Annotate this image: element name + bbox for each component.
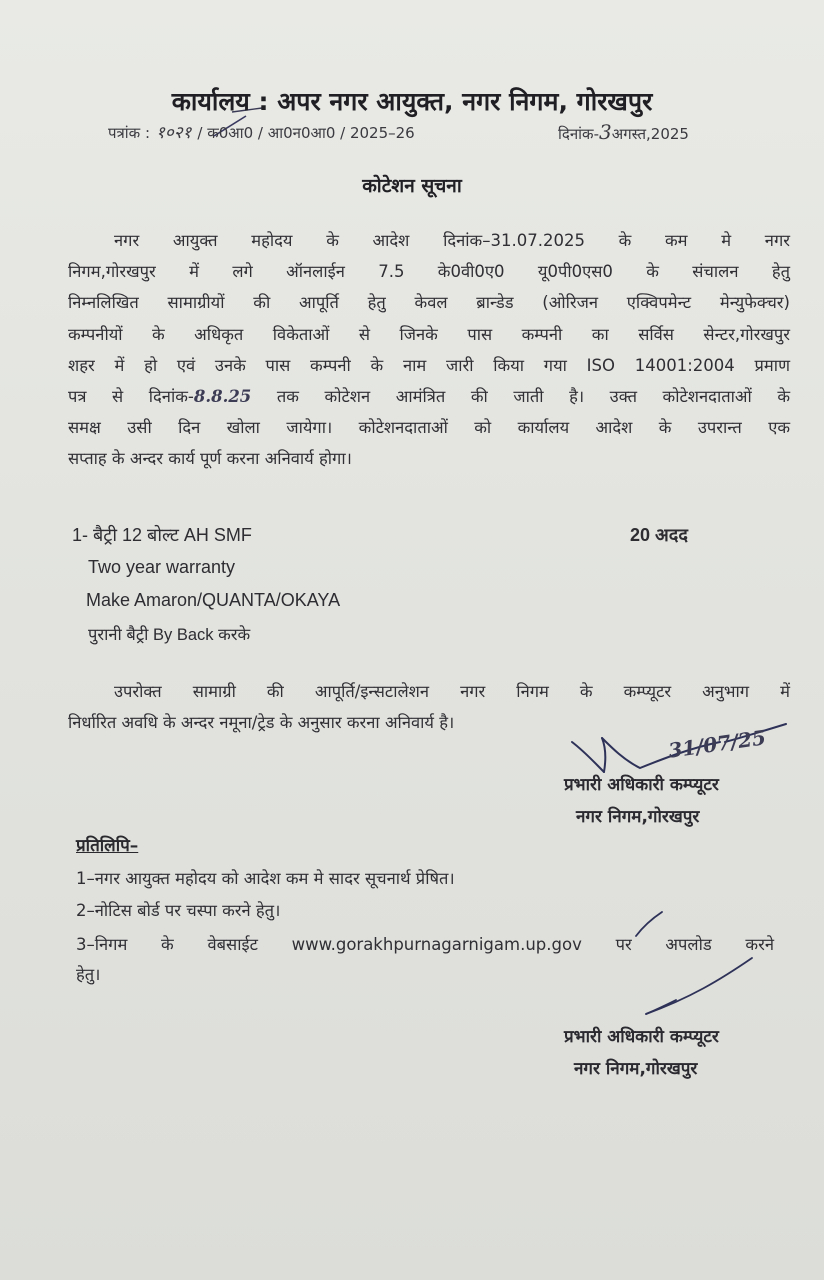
supply-paragraph [68,676,790,738]
body-line-6-start: पत्र से दिनांक- [68,387,194,407]
notice-subject: कोटेशन सूचना [362,175,462,197]
date-handwritten: 3 [599,120,612,144]
copy-item-3 [76,930,774,990]
signature-1-date: 31/07/25 [666,725,768,763]
date-suffix: अगस्त,2025 [611,125,689,143]
ref-handwritten-number: १०२१ [156,123,192,143]
body-line-5: शहर में हो एवं उनके पास कम्पनी के नाम जारी किया गया ISO 14001:2004 प्रमाण [68,355,790,375]
copy-item-1: 1–नगर आयुक्त महोदय को आदेश कम मे सादर सूचनार्थ प्रेषित। [76,869,455,888]
copy-item-3-line-2: हेतु। [76,965,101,984]
body-line-2: निगम,गोरखपुर में लगे ऑनलाईन 7.5 के0वी0ए0 यू0पी0एस0 के संचालन हेतु [68,262,790,282]
item-quantity: 20 अदद [630,525,688,545]
item-name: 1- बैट्री 12 बोल्ट AH SMF [72,525,252,545]
body-line-4: कम्पनीयों के अधिकृत विकेताओं से जिनके पास कम्पनी का सर्विस सेन्टर,गोरखपुर [68,324,790,344]
body-line-1: नगर आयुक्त महोदय के आदेश दिनांक–31.07.2025 के कम मे नगर [114,231,790,250]
ref-label: पत्रांक : [108,124,151,142]
letter-date [558,120,689,144]
body-line-3: निम्नलिखित सामाग्रीयों की आपूर्ति हेतु केवल ब्रान्डेड (ओरिजन एक्विपमेन्ट मेन्युफेक्चर) [68,293,790,313]
ref-suffix: / क0आ0 / आ0न0आ0 / 2025–26 [197,124,415,142]
body-line-7: समक्ष उसी दिन खोला जायेगा। कोटेशनदाताओं को कार्यालय आदेश के उपरान्त एक [68,418,790,438]
body-line-6 [68,381,790,412]
office-heading: कार्यालय : अपर नगर आयुक्त, नगर निगम, गोरखपुर [171,87,653,116]
date-label: दिनांक- [558,125,599,143]
body-line-8: सप्ताह के अन्दर कार्य पूर्ण करना अनिवार्य होगा। [68,449,352,469]
copy-item-3-line-1: 3–निगम के वेबसाईट www.gorakhpurnagarnigam.up.gov पर अपलोड करने [76,935,774,954]
reference-number [108,120,415,143]
copies-heading: प्रतिलिपि– [76,836,139,856]
item-make: Make Amaron/QUANTA/OKAYA [86,590,341,610]
body-paragraph [68,225,790,475]
supply-line-1: उपरोक्त सामाग्री की आपूर्ति/इन्सटालेशन नगर निगम के कम्प्यूटर अनुभाग में [114,682,790,701]
signature-1-designation: प्रभारी अधिकारी कम्प्यूटर [564,775,719,795]
signature-2-office: नगर निगम,गोरखपुर [574,1059,698,1079]
item-buyback: पुरानी बैट्री By Back करके [88,626,251,644]
signature-2-designation: प्रभारी अधिकारी कम्प्यूटर [564,1027,719,1047]
body-line-6-end: तक कोटेशन आमंत्रित की जाती है। उक्त कोटेशनदाताओं के [276,387,791,407]
copy-item-2: 2–नोटिस बोर्ड पर चस्पा करने हेतु। [76,901,281,920]
item-warranty: Two year warranty [88,557,236,577]
signature-1-office: नगर निगम,गोरखपुर [576,807,700,827]
handwritten-last-date: 8.8.25 [193,387,252,407]
supply-line-2: निर्धारित अवधि के अन्दर नमूना/ट्रेड के अनुसार करना अनिवार्य है। [68,713,455,733]
